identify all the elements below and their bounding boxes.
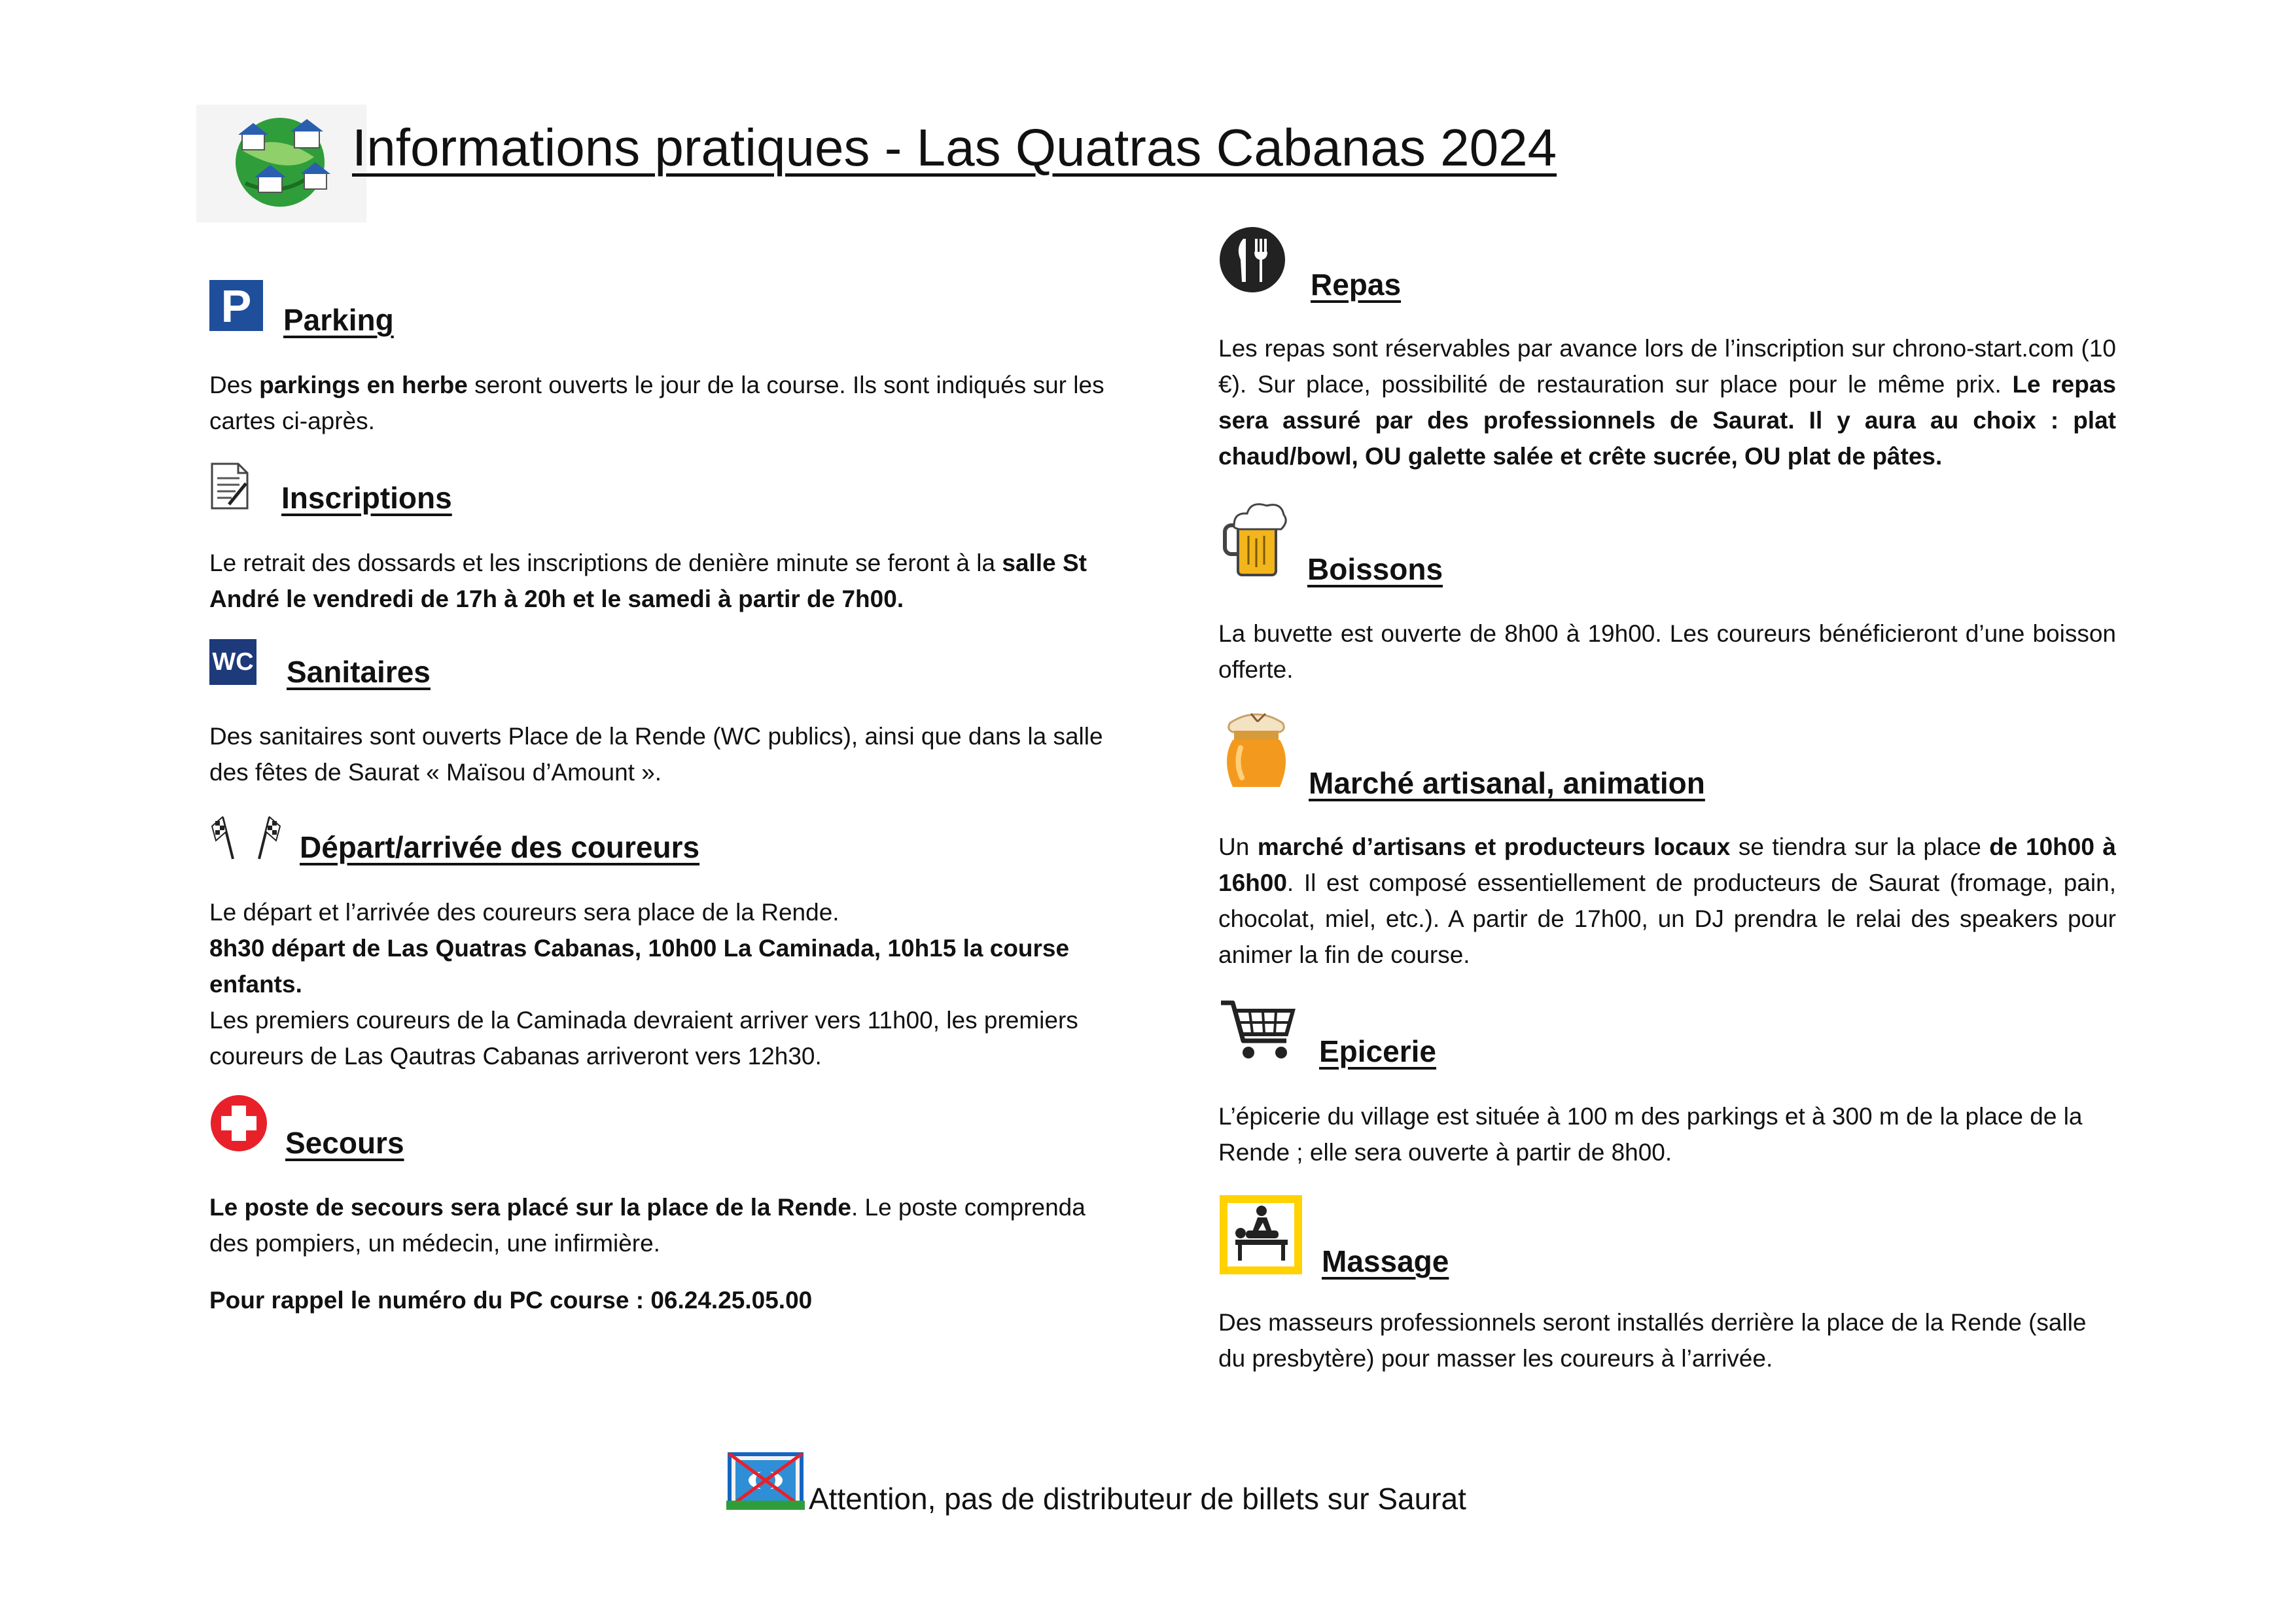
secours-rappel: Pour rappel le numéro du PC course : 06.24.25.05.00: [209, 1287, 813, 1314]
marche-text: Un marché d’artisans et producteurs locaux se tiendra sur la place de 10h00 à 16h00. Il est composé essentiellement de producteurs de Saurat (fromage, pain, chocolat, miel, etc.). A partir de 17h00, un DJ prendra le relai des speakers pour animer la fin de course.: [1218, 833, 2117, 968]
no-atm-icon: [726, 1451, 805, 1510]
wc-icon: WC: [209, 639, 256, 685]
heading-sanitaires: Sanitaires: [287, 655, 431, 689]
depart-text: Le départ et l’arrivée des coureurs sera place de la Rende. 8h30 départ de Las Quatras Cabanas, 10h00 La Caminada, 10h15 la course enfants. Les premiers coureurs de la Caminada devraient arriver vers 11h00, les premiers coureurs de Las Qautras Cabanas arriveront vers 12h30.: [209, 899, 1078, 1070]
secours-text: Le poste de secours sera placé sur la place de la Rende. Le poste comprenda des pompiers, un médecin, une infirmière.: [209, 1194, 1086, 1257]
repas-text: Les repas sont réservables par avance lors de l’inscription sur chrono-start.com (10 €). Sur place, possibilité de restauration sur place pour le même prix. Le repas sera assuré par des professionnels de Saurat. Il y aura au choix : plat chaud/bowl, OU galette salée et crête sucrée, OU plat de pâtes.: [1218, 335, 2116, 470]
inscriptions-text: Le retrait des dossards et les inscriptions de denière minute se feront à la salle St André le vendredi de 17h à 20h et le samedi à partir de 7h00.: [209, 550, 1087, 612]
form-icon: [209, 461, 250, 511]
heading-epicerie: Epicerie: [1319, 1034, 1436, 1068]
svg-text:P: P: [221, 281, 252, 331]
sanitaires-text: Des sanitaires sont ouverts Place de la Rende (WC publics), ainsi que dans la salle des fêtes de Saurat « Maïsou d’Amount ».: [209, 723, 1103, 786]
heading-depart: Départ/arrivée des coureurs: [300, 830, 700, 864]
massage-text: Des masseurs professionnels seront installés derrière la place de la Rende (salle du presbytère) pour masser les coureurs à l’arrivée.: [1218, 1309, 2087, 1372]
heading-inscriptions: Inscriptions: [281, 481, 452, 515]
boissons-text: La buvette est ouverte de 8h00 à 19h00. Les coureurs bénéficieront d’une boisson offerte.: [1218, 620, 2116, 683]
parking-text: Des parkings en herbe seront ouverts le jour de la course. Ils sont indiqués sur les cartes ci-après.: [209, 372, 1104, 434]
page-title: Informations pratiques - Las Quatras Cabanas 2024: [352, 118, 1557, 177]
checkered-flags-icon: [209, 813, 283, 860]
beer-mug-icon: [1218, 499, 1292, 578]
logo-houses-globe: [196, 105, 366, 222]
heading-marche: Marché artisanal, animation: [1309, 766, 1705, 800]
shopping-cart-icon: [1218, 998, 1297, 1063]
heading-repas: Repas: [1311, 268, 1402, 302]
heading-secours: Secours: [285, 1126, 404, 1160]
knife-fork-icon: [1218, 226, 1286, 294]
first-aid-cross-icon: [209, 1094, 268, 1153]
footer-warning: Attention, pas de distributeur de billets sur Saurat: [809, 1482, 1466, 1516]
epicerie-text: L’épicerie du village est située à 100 m des parkings et à 300 m de la place de la Rende ; elle sera ouverte à partir de 8h00.: [1218, 1103, 2083, 1166]
heading-boissons: Boissons: [1307, 552, 1443, 586]
heading-massage: Massage: [1322, 1244, 1449, 1278]
honey-jar-icon: [1218, 708, 1294, 794]
massage-icon: [1218, 1194, 1303, 1276]
parking-icon: [209, 280, 263, 331]
heading-parking: Parking: [283, 303, 394, 337]
